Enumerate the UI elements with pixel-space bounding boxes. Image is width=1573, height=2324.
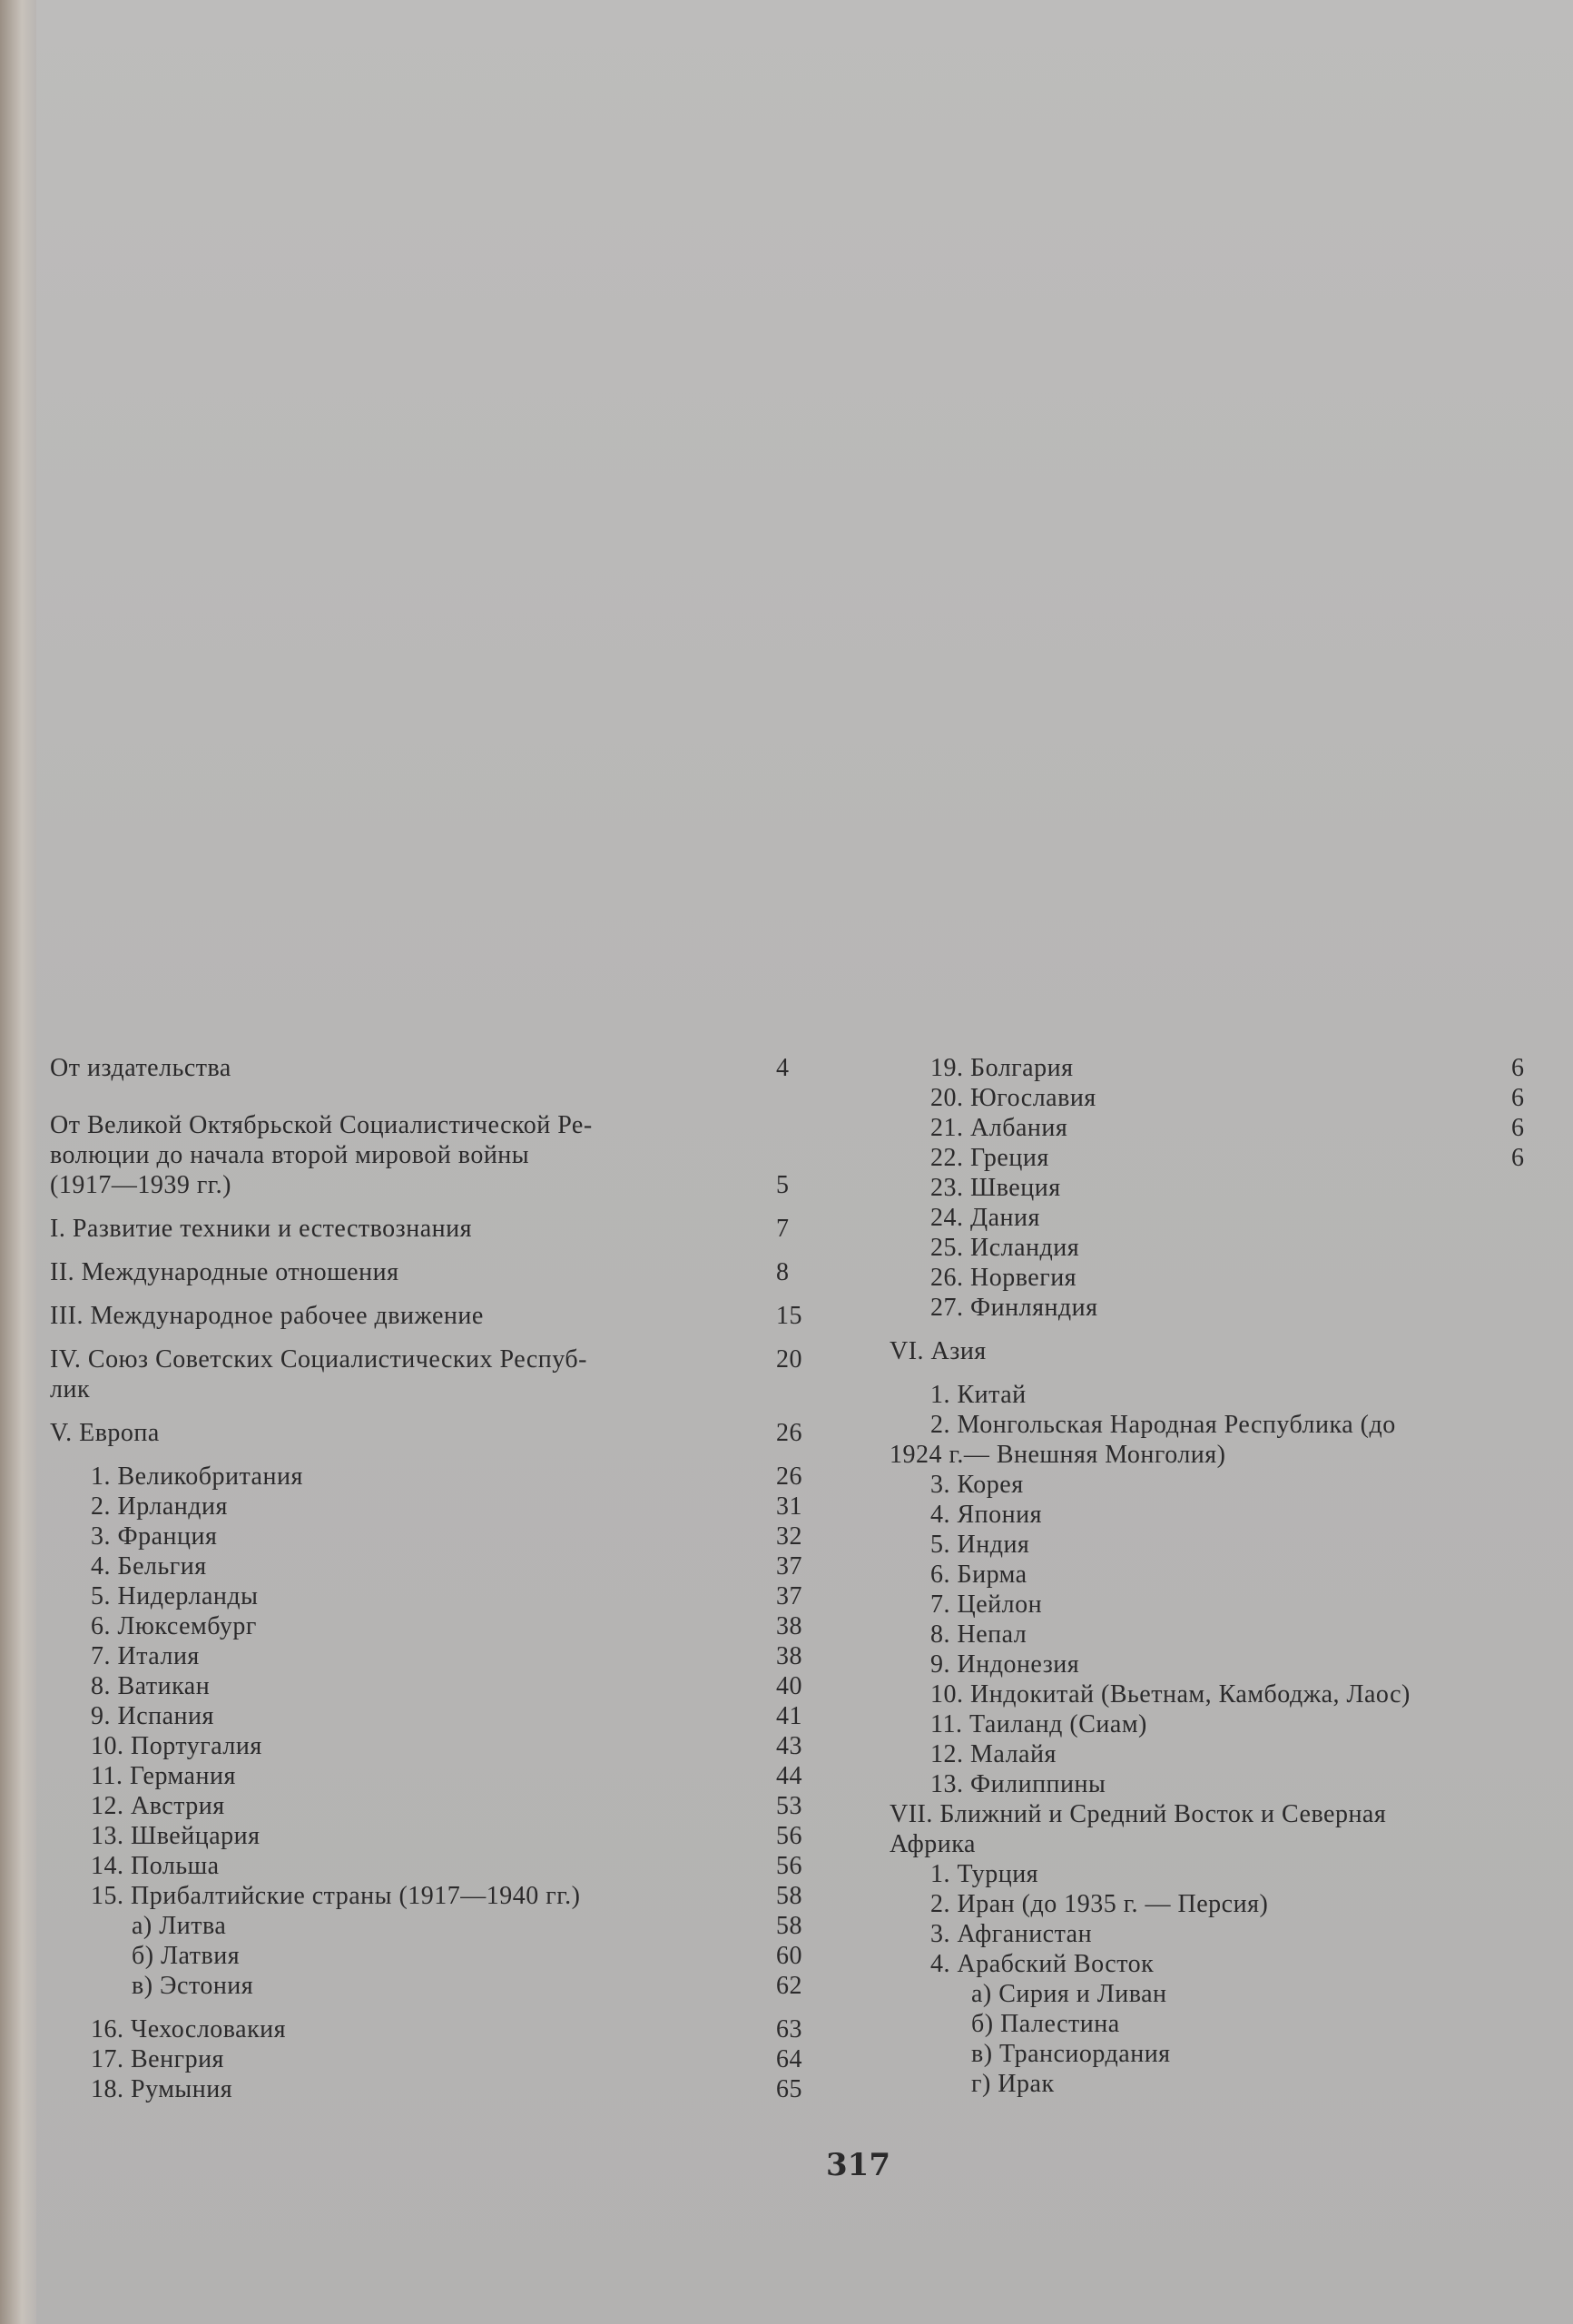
toc-entry-title: 3. Афганистан (930, 1920, 1093, 1948)
toc-entry-title: 15. Прибалтийские страны (1917—1940 гг.) (91, 1882, 581, 1910)
toc-entry (50, 1701, 817, 1731)
toc-entry (50, 1791, 817, 1821)
toc-entry (890, 1380, 1573, 1410)
toc-entry (890, 1679, 1573, 1709)
toc-entry-page: 6 (1511, 1144, 1525, 1172)
toc-entry-title: 14. Польша (91, 1852, 220, 1880)
toc-entry (890, 1739, 1573, 1769)
toc-entry-title: 7. Цейлон (930, 1590, 1043, 1619)
toc-entry-title: 26. Норвегия (930, 1264, 1077, 1292)
toc-entry-title: в) Эстония (132, 1972, 254, 2000)
toc-left-column (50, 1053, 817, 2104)
toc-entry-title: IV. Союз Советских Социалистических Респуб- (50, 1345, 587, 1374)
toc-entry-page: 37 (776, 1552, 802, 1581)
toc-entry-title: б) Палестина (971, 2010, 1120, 2038)
toc-entry-title: 24. Дания (930, 1204, 1040, 1232)
toc-entry (890, 1470, 1573, 1500)
toc-entry-page: 56 (776, 1822, 802, 1850)
toc-entry (50, 1641, 817, 1671)
toc-entry (50, 1731, 817, 1761)
toc-entry (50, 1140, 817, 1170)
toc-entry (890, 1530, 1573, 1560)
toc-entry (50, 1214, 817, 1244)
toc-entry (50, 2044, 817, 2074)
toc-entry (890, 1979, 1573, 2009)
toc-entry-title: 1. Китай (930, 1381, 1027, 1409)
toc-entry (890, 1500, 1573, 1530)
toc-entry (50, 1581, 817, 1611)
toc-entry-title: волюции до начала второй мировой войны (50, 1141, 530, 1169)
toc-entry-page: 8 (776, 1258, 790, 1286)
toc-entry-title: 20. Югославия (930, 1084, 1096, 1112)
toc-entry (50, 1551, 817, 1581)
toc-entry (890, 1859, 1573, 1889)
toc-entry (50, 1170, 817, 1200)
toc-entry (890, 1889, 1573, 1919)
toc-entry-title: 10. Португалия (91, 1732, 262, 1760)
toc-entry (890, 1799, 1573, 1829)
toc-entry-page: 6 (1511, 1054, 1525, 1082)
toc-entry-title: 17. Венгрия (91, 2045, 224, 2073)
toc-entry-page: 64 (776, 2045, 802, 2073)
toc-entry-title: 10. Индокитай (Вьетнам, Камбоджа, Лаос) (930, 1680, 1411, 1709)
toc-entry-title: 11. Таиланд (Сиам) (930, 1710, 1147, 1738)
toc-entry (890, 1143, 1573, 1173)
toc-entry (50, 2074, 817, 2104)
toc-entry-title: г) Ирак (971, 2070, 1055, 2098)
toc-right-column (890, 1053, 1573, 2099)
toc-entry-title: 9. Индонезия (930, 1650, 1080, 1679)
toc-entry-title: 11. Германия (91, 1762, 236, 1790)
toc-entry-title: 5. Индия (930, 1531, 1030, 1559)
toc-entry-page: 62 (776, 1972, 802, 2000)
toc-entry-page: 63 (776, 2015, 802, 2043)
toc-entry (890, 2039, 1573, 2069)
toc-entry (50, 1053, 817, 1083)
toc-entry (890, 1560, 1573, 1590)
toc-entry-title: 9. Испания (91, 1702, 214, 1730)
toc-entry (890, 1919, 1573, 1949)
toc-entry-title: 1924 г.— Внешняя Монголия) (890, 1441, 1226, 1469)
toc-entry-title: б) Латвия (132, 1942, 241, 1970)
toc-entry-title: 27. Финляндия (930, 1294, 1098, 1322)
toc-entry (50, 2014, 817, 2044)
toc-entry-title: 5. Нидерланды (91, 1582, 259, 1610)
toc-entry (890, 2009, 1573, 2039)
toc-entry-page: 26 (776, 1419, 802, 1447)
toc-entry-page: 32 (776, 1522, 802, 1551)
toc-entry-page: 38 (776, 1612, 802, 1640)
toc-entry-title: а) Литва (132, 1912, 227, 1940)
toc-entry-title: V. Европа (50, 1419, 160, 1447)
book-edge (0, 0, 36, 2324)
toc-entry-title: Африка (890, 1830, 976, 1858)
toc-entry-title: 4. Бельгия (91, 1552, 207, 1581)
toc-entry (50, 1941, 817, 1971)
toc-entry (890, 1440, 1573, 1470)
toc-entry-title: лик (50, 1375, 91, 1403)
toc-entry-page: 37 (776, 1582, 802, 1610)
toc-entry-title: 13. Швейцария (91, 1822, 261, 1850)
toc-entry (50, 1611, 817, 1641)
toc-entry-title: 4. Арабский Восток (930, 1950, 1155, 1978)
toc-entry (890, 1829, 1573, 1859)
toc-entry (890, 1293, 1573, 1323)
toc-entry (890, 2069, 1573, 2099)
toc-entry (50, 1971, 817, 2001)
toc-entry-title: 3. Франция (91, 1522, 218, 1551)
toc-entry (890, 1410, 1573, 1440)
toc-entry-title: От издательства (50, 1054, 231, 1082)
toc-entry (890, 1113, 1573, 1143)
toc-entry (50, 1374, 817, 1404)
toc-entry-title: 1. Великобритания (91, 1462, 303, 1491)
toc-entry (50, 1344, 817, 1374)
toc-entry-title: 2. Монгольская Народная Республика (до (930, 1411, 1396, 1439)
toc-entry-page: 38 (776, 1642, 802, 1670)
toc-entry-page: 43 (776, 1732, 802, 1760)
toc-entry (890, 1769, 1573, 1799)
toc-entry-page: 20 (776, 1345, 802, 1374)
toc-entry (890, 1709, 1573, 1739)
toc-entry-title: 18. Румыния (91, 2075, 233, 2103)
toc-entry-title: 8. Ватикан (91, 1672, 211, 1700)
toc-entry-title: 3. Корея (930, 1471, 1024, 1499)
toc-entry (890, 1620, 1573, 1649)
toc-entry-title: 6. Бирма (930, 1561, 1027, 1589)
toc-entry-title: VI. Азия (890, 1337, 987, 1365)
toc-entry (50, 1418, 817, 1448)
toc-entry-title: 7. Италия (91, 1642, 200, 1670)
toc-entry-page: 41 (776, 1702, 802, 1730)
toc-entry-title: 19. Болгария (930, 1054, 1074, 1082)
toc-entry-page: 56 (776, 1852, 802, 1880)
toc-entry (50, 1462, 817, 1492)
toc-entry-title: III. Международное рабочее движение (50, 1302, 484, 1330)
toc-entry (50, 1521, 817, 1551)
toc-entry-title: 21. Албания (930, 1114, 1068, 1142)
toc-entry-title: 16. Чехословакия (91, 2015, 287, 2043)
toc-entry (50, 1301, 817, 1331)
toc-entry-title: От Великой Октябрьской Социалистической Ре- (50, 1111, 593, 1139)
toc-entry-title: I. Развитие техники и естествознания (50, 1215, 473, 1243)
toc-entry-title: 4. Япония (930, 1501, 1043, 1529)
toc-entry-title: 22. Греция (930, 1144, 1049, 1172)
toc-entry (50, 1881, 817, 1911)
toc-entry-title: VII. Ближний и Средний Восток и Северная (890, 1800, 1387, 1828)
toc-entry-page: 58 (776, 1912, 802, 1940)
toc-entry (50, 1911, 817, 1941)
toc-entry-page: 6 (1511, 1084, 1525, 1112)
toc-entry (890, 1233, 1573, 1263)
toc-entry-title: 8. Непал (930, 1620, 1027, 1649)
toc-entry-page: 65 (776, 2075, 802, 2103)
toc-entry-title: II. Международные отношения (50, 1258, 399, 1286)
toc-entry-title: 2. Иран (до 1935 г. — Персия) (930, 1890, 1269, 1918)
toc-entry-title: 2. Ирландия (91, 1492, 228, 1521)
toc-entry-page: 4 (776, 1054, 790, 1082)
toc-entry-title: 23. Швеция (930, 1174, 1061, 1202)
page-number: 317 (826, 2147, 890, 2183)
toc-entry (50, 1110, 817, 1140)
toc-entry-title: (1917—1939 гг.) (50, 1171, 231, 1199)
toc-entry-page: 31 (776, 1492, 802, 1521)
toc-entry-title: 13. Филиппины (930, 1770, 1106, 1798)
toc-entry-title: в) Трансиордания (971, 2040, 1171, 2068)
toc-entry-title: 6. Люксембург (91, 1612, 257, 1640)
toc-entry-page: 44 (776, 1762, 802, 1790)
toc-entry (50, 1671, 817, 1701)
toc-entry-title: а) Сирия и Ливан (971, 1980, 1167, 2008)
toc-entry-page: 7 (776, 1215, 790, 1243)
toc-entry-title: 1. Турция (930, 1860, 1039, 1888)
toc-entry (890, 1053, 1573, 1083)
toc-entry-page: 15 (776, 1302, 802, 1330)
toc-entry-title: 25. Исландия (930, 1234, 1080, 1262)
toc-entry (890, 1203, 1573, 1233)
toc-entry (890, 1590, 1573, 1620)
toc-entry-title: 12. Малайя (930, 1740, 1057, 1768)
toc-entry (890, 1173, 1573, 1203)
toc-entry (50, 1761, 817, 1791)
toc-entry-page: 6 (1511, 1114, 1525, 1142)
toc-entry-page: 5 (776, 1171, 790, 1199)
toc-entry (50, 1257, 817, 1287)
toc-entry (890, 1649, 1573, 1679)
toc-entry (890, 1263, 1573, 1293)
toc-entry (890, 1336, 1573, 1366)
toc-entry (50, 1492, 817, 1521)
toc-entry (50, 1851, 817, 1881)
toc-entry (890, 1083, 1573, 1113)
toc-entry-page: 58 (776, 1882, 802, 1910)
toc-entry (890, 1949, 1573, 1979)
toc-entry-page: 26 (776, 1462, 802, 1491)
toc-entry (50, 1821, 817, 1851)
toc-entry-title: 12. Австрия (91, 1792, 225, 1820)
toc-entry-page: 53 (776, 1792, 802, 1820)
toc-entry-page: 60 (776, 1942, 802, 1970)
toc-entry-page: 40 (776, 1672, 802, 1700)
